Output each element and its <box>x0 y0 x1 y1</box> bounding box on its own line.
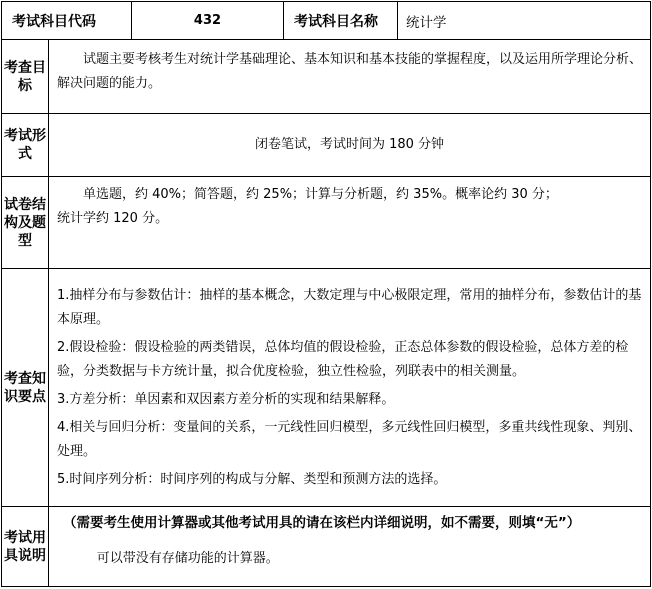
tools-label: 考试用具说明 <box>2 507 49 587</box>
knowledge-item: 3.方差分析：单因素和双因素方差分析的实现和结果解释。 <box>57 391 395 407</box>
syllabus-table <box>1 1 651 587</box>
subject-code-label: 考试科目代码 <box>2 2 132 40</box>
tools-text: 可以带没有存储功能的计算器。 <box>96 551 279 566</box>
form-label: 考试形式 <box>2 114 49 177</box>
knowledge-item: 2.假设检验：假设检验的两类错误，总体均值的假设检验，正态总体参数的假设检验，总体方差的检验，分类数据与卡方统计量，拟合优度检验，独立性检验，列联表中的相关测量。 <box>57 339 629 379</box>
subject-name-label: 考试科目名称 <box>284 2 398 40</box>
knowledge-row <box>2 269 651 507</box>
structure-line-1: 单选题，约 40%；简答题，约 25%；计算与分析题，约 35%。概率论约 30 分； <box>83 187 558 202</box>
knowledge-cell <box>49 269 651 507</box>
tools-row <box>2 507 651 587</box>
objective-label: 考查目标 <box>2 40 49 114</box>
objective-text: 试题主要考核考生对统计学基础理论、基本知识和基本技能的掌握程度，以及运用所学理论分析、解决问题的能力。 <box>49 40 651 114</box>
structure-label: 试卷结构及题型 <box>2 177 49 269</box>
form-text: 闭卷笔试，考试时间为 180 分钟 <box>49 114 651 177</box>
structure-cell <box>49 177 651 269</box>
header-row <box>2 2 651 40</box>
knowledge-label: 考查知识要点 <box>2 269 49 507</box>
knowledge-item: 4.相关与回归分析：变量间的关系，一元线性回归模型，多元线性回归模型，多重共线性现象、判别、处理。 <box>57 419 642 459</box>
objective-row <box>2 40 651 114</box>
knowledge-item: 1.抽样分布与参数估计：抽样的基本概念，大数定理与中心极限定理，常用的抽样分布，参数估计的基本原理。 <box>57 287 642 327</box>
tools-instruction: （需要考生使用计算器或其他考试用具的请在该栏内详细说明，如不需要，则填“无”） <box>63 515 581 531</box>
form-row <box>2 114 651 177</box>
tools-cell <box>49 507 651 587</box>
subject-code-value: 432 <box>132 2 284 40</box>
subject-name-value: 统计学 <box>398 2 651 40</box>
knowledge-item: 5.时间序列分析：时间序列的构成与分解、类型和预测方法的选择。 <box>57 471 447 487</box>
structure-row <box>2 177 651 269</box>
structure-line-2: 统计学约 120 分。 <box>57 211 169 226</box>
